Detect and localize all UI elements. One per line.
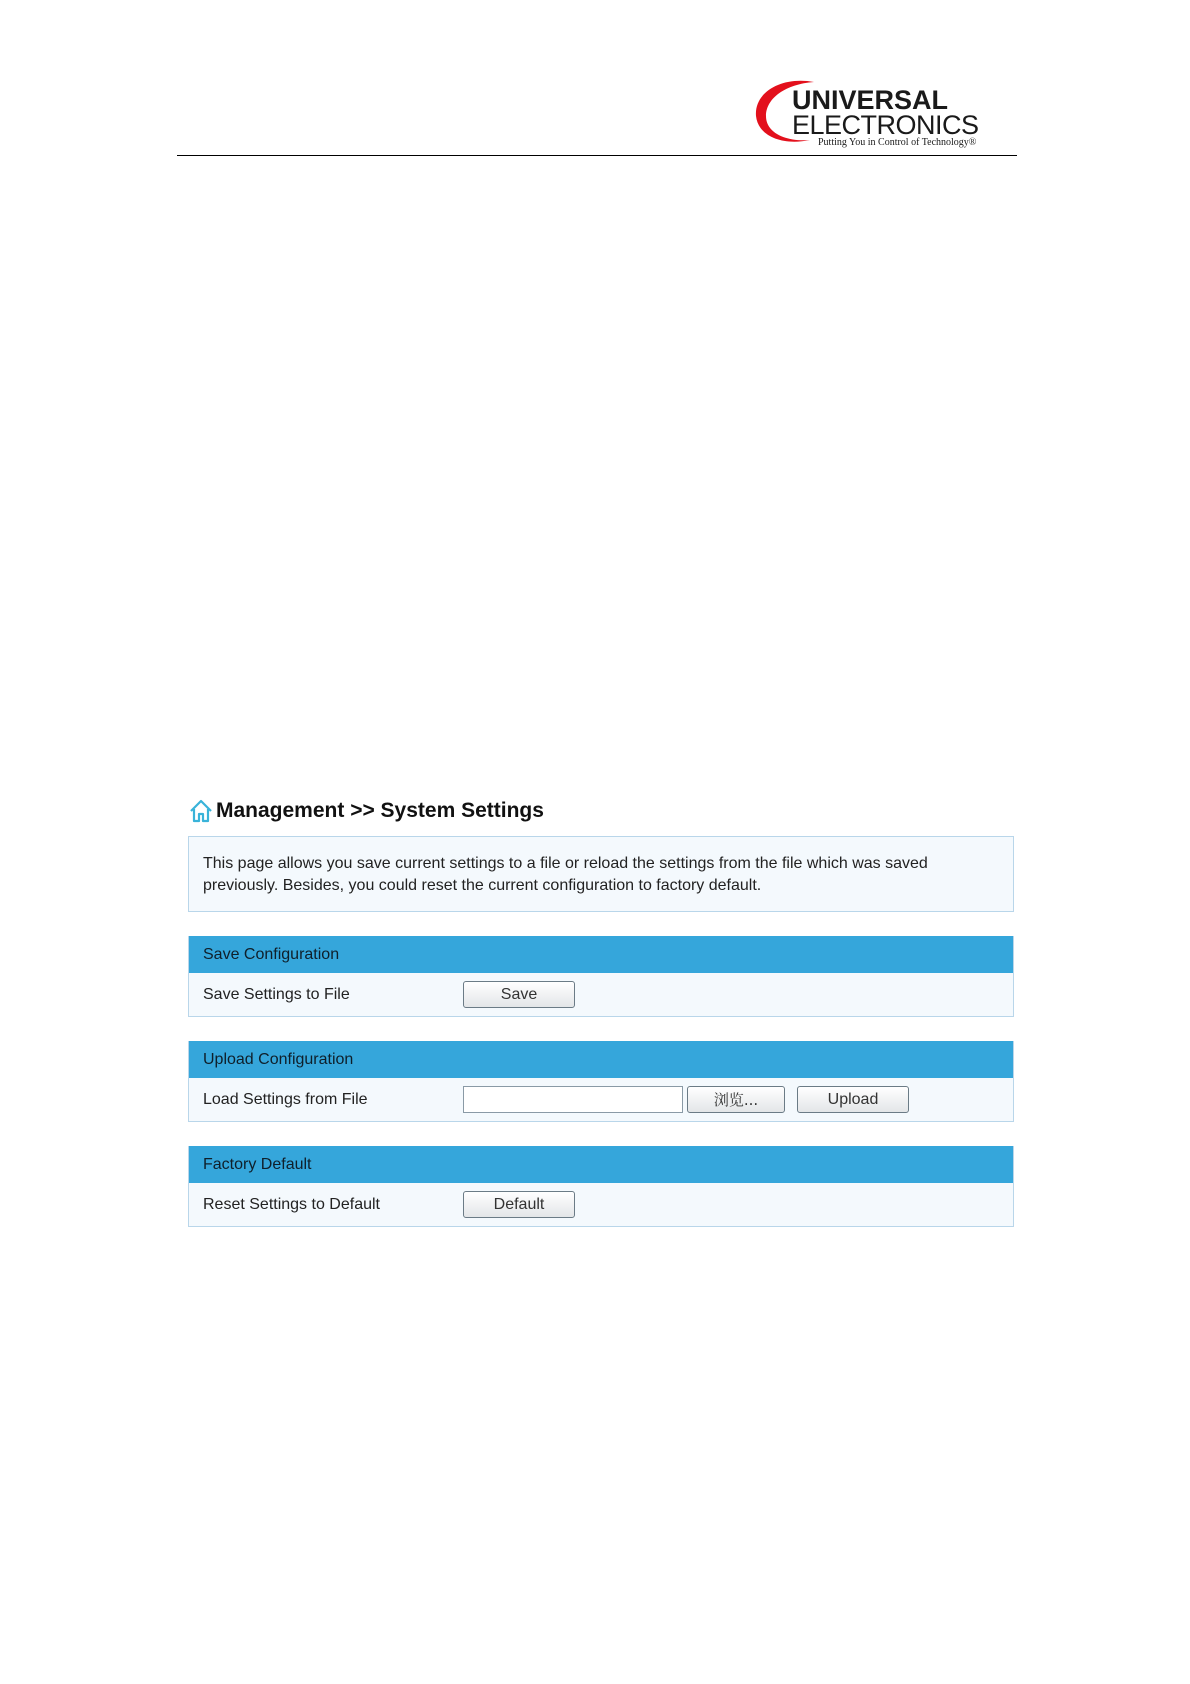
upload-configuration-section	[188, 1041, 1014, 1122]
system-settings-panel	[188, 796, 1014, 1227]
factory-default-section	[188, 1146, 1014, 1227]
load-settings-row	[189, 1078, 1013, 1121]
file-path-input[interactable]	[463, 1086, 683, 1113]
reset-settings-label: Reset Settings to Default	[203, 1195, 380, 1213]
default-button[interactable]: Default	[463, 1191, 575, 1218]
save-settings-label: Save Settings to File	[203, 985, 350, 1003]
logo-subword: ELECTRONICS	[792, 110, 979, 140]
section-header-save: Save Configuration	[189, 936, 1013, 973]
section-header-upload: Upload Configuration	[189, 1041, 1013, 1078]
logo-wordmark: UNIVERSAL	[792, 85, 949, 115]
load-settings-label: Load Settings from File	[203, 1090, 368, 1108]
browse-button[interactable]: 浏览...	[687, 1086, 785, 1113]
universal-electronics-logo	[752, 78, 1032, 148]
save-settings-row	[189, 973, 1013, 1016]
section-header-factory: Factory Default	[189, 1146, 1013, 1183]
reset-settings-row	[189, 1183, 1013, 1226]
header-divider	[177, 155, 1017, 156]
upload-button[interactable]: Upload	[797, 1086, 909, 1113]
page-title-row	[188, 796, 1014, 826]
page-description: This page allows you save current settings to a file or reload the settings from the file which was saved previously. Besides, you could reset the current configuration to factory default.	[188, 836, 1014, 912]
page-title: Management >> System Settings	[216, 799, 544, 822]
save-button[interactable]: Save	[463, 981, 575, 1008]
logo-tagline: Putting You in Control of Technology®	[818, 137, 977, 148]
save-configuration-section	[188, 936, 1014, 1017]
home-icon	[188, 798, 214, 824]
